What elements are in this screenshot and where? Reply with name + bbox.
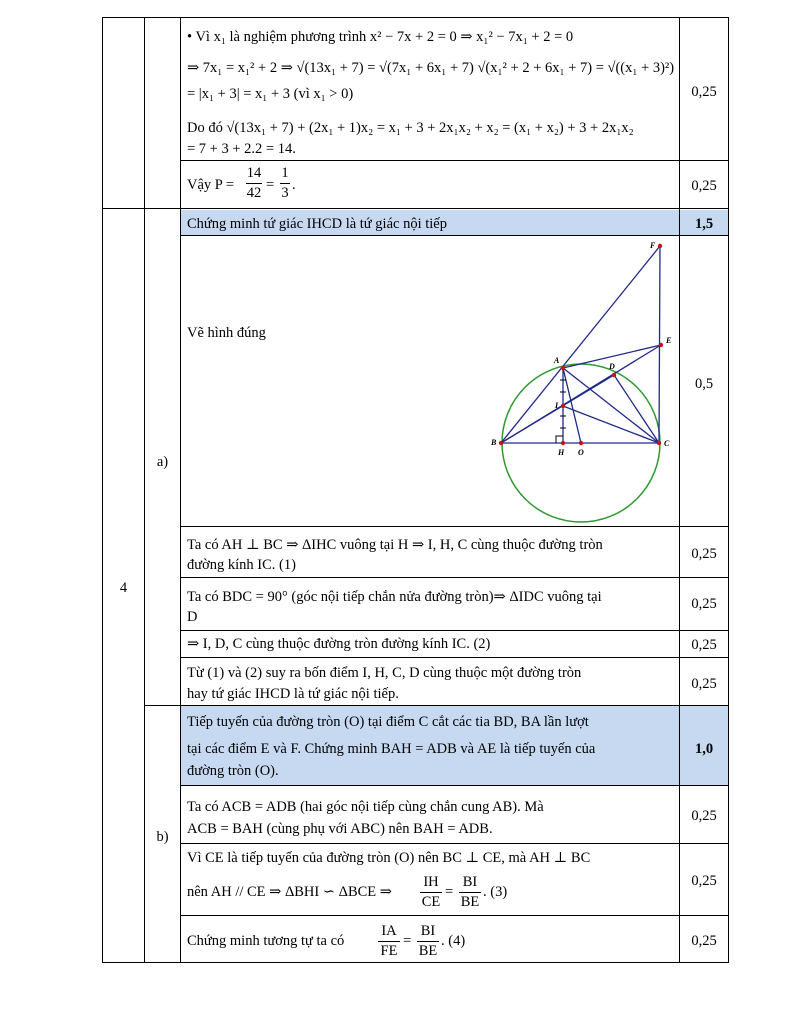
part-b-row-2-line-1: Vì CE là tiếp tuyến của đường tròn (O) nên BC ⊥ CE, mà AH ⊥ BC xyxy=(187,850,591,866)
q3-line-5: = 7 + 3 + 2.2 = 14. xyxy=(187,141,296,157)
fraction-denominator: 42 xyxy=(246,185,262,201)
q3-line-3: = |x₁ + 3| = x₁ + 3 (vì x₁ > 0) xyxy=(187,86,354,102)
label-c: C xyxy=(664,439,670,448)
q3-score-1: 0,25 xyxy=(691,84,717,100)
fraction-denominator: BE xyxy=(460,894,480,910)
part-b-label: b) xyxy=(156,829,169,845)
segment-ac xyxy=(563,368,659,443)
equals-sign: = xyxy=(445,884,454,900)
fraction-numerator: 1 xyxy=(281,165,289,181)
label-o: O xyxy=(578,448,584,457)
q3-conclusion-prefix: Vậy P = xyxy=(187,177,235,193)
part-b-header-score: 1,0 xyxy=(694,741,714,757)
point-a xyxy=(561,366,565,370)
equals-sign: = xyxy=(266,177,275,193)
part-a-header-score: 1,5 xyxy=(694,216,714,232)
part-b-row-3-prefix: Chứng minh tương tự ta có xyxy=(187,933,345,949)
figure-score: 0,5 xyxy=(694,376,714,392)
part-a-row-3-score: 0,25 xyxy=(691,637,717,653)
figure-caption: Vẽ hình đúng xyxy=(187,325,266,341)
part-a-row-2-line-2: D xyxy=(187,609,198,625)
point-e xyxy=(659,343,663,347)
part-b-row-2-suffix: . (3) xyxy=(483,884,508,900)
question-number: 4 xyxy=(119,580,128,596)
fraction-denominator: 3 xyxy=(281,185,289,201)
part-a-row-1-line-2: đường kính IC. (1) xyxy=(187,557,296,573)
point-o xyxy=(579,441,583,445)
part-a-row-2-score: 0,25 xyxy=(691,596,717,612)
part-a-header: Chứng minh tứ giác IHCD là tứ giác nội tiếp xyxy=(187,216,447,232)
part-b-header-line-1: Tiếp tuyến của đường tròn (O) tại điểm C cắt các tia BD, BA lần lượt xyxy=(187,714,589,730)
segment-ic xyxy=(563,406,659,443)
period: . xyxy=(292,177,296,193)
fraction-numerator: BI xyxy=(420,923,436,939)
part-b-row-1-line-1: Ta có ACB = ADB (hai góc nội tiếp cùng chắn cung AB). Mà xyxy=(187,799,544,815)
point-i xyxy=(561,404,565,408)
fraction-bar xyxy=(459,892,481,893)
label-d: D xyxy=(609,362,615,371)
part-a-label: a) xyxy=(156,454,169,470)
label-i: I xyxy=(555,401,559,410)
point-c xyxy=(657,441,661,445)
part-b-row-2-prefix: nên AH // CE ⇒ ΔBHI ∽ ΔBCE ⇒ xyxy=(187,884,392,900)
part-b-row-3-score: 0,25 xyxy=(691,933,717,949)
segment-bf xyxy=(501,246,660,443)
point-b xyxy=(499,441,503,445)
fraction-bar xyxy=(420,892,442,893)
part-b-row-2-score: 0,25 xyxy=(691,873,717,889)
label-a: A xyxy=(554,356,560,365)
equals-sign: = xyxy=(403,933,412,949)
part-b-header-line-3: đường tròn (O). xyxy=(187,763,279,779)
part-a-row-4-line-1: Từ (1) và (2) suy ra bốn điểm I, H, C, D cùng thuộc một đường tròn xyxy=(187,665,582,681)
q3-line-2: ⇒ 7x₁ = x₁² + 2 ⇒ √(13x₁ + 7) = √(7x₁ + 6x₁ + 7) √(x₁² + 2 + 6x₁ + 7) = √((x₁ + 3)²) xyxy=(187,60,675,76)
part-a-row-1-line-1: Ta có AH ⊥ BC ⇒ ΔIHC vuông tại H ⇒ I, H, C cùng thuộc đường tròn xyxy=(187,537,603,553)
fraction-denominator: FE xyxy=(380,943,398,959)
point-h xyxy=(561,441,565,445)
label-f: F xyxy=(650,241,656,250)
point-d xyxy=(612,373,616,377)
fraction-denominator: CE xyxy=(421,894,441,910)
fraction-bar xyxy=(417,941,439,942)
fraction-numerator: BI xyxy=(462,874,478,890)
part-b-row-3-suffix: . (4) xyxy=(441,933,466,949)
part-a-row-4-line-2: hay tứ giác IHCD là tứ giác nội tiếp. xyxy=(187,686,399,702)
part-b-row-1-line-2: ACB = BAH (cùng phụ với ABC) nên BAH = ADB. xyxy=(187,821,493,837)
label-e: E xyxy=(666,336,672,345)
part-a-row-3-line-1: ⇒ I, D, C cùng thuộc đường tròn đường kính IC. (2) xyxy=(187,636,491,652)
label-h: H xyxy=(558,448,565,457)
part-b-row-1-score: 0,25 xyxy=(691,808,717,824)
part-a-row-4-score: 0,25 xyxy=(691,676,717,692)
fraction-numerator: 14 xyxy=(246,165,262,181)
fraction-numerator: IA xyxy=(381,923,397,939)
part-a-row-2-line-1: Ta có BDC = 90° (góc nội tiếp chắn nửa đường tròn)⇒ ΔIDC vuông tại xyxy=(187,589,602,605)
fraction-numerator: IH xyxy=(423,874,439,890)
q3-line-4: Do đó √(13x₁ + 7) + (2x₁ + 1)x₂ = x₁ + 3 + 2x₁x₂ + x₂ = (x₁ + x₂) + 3 + 2x₁x₂ xyxy=(187,120,634,136)
point-f xyxy=(658,244,662,248)
q3-score-2: 0,25 xyxy=(691,178,717,194)
q3-line-1: • Vì x₁ là nghiệm phương trình x² − 7x + 2 = 0 ⇒ x₁² − 7x₁ + 2 = 0 xyxy=(187,29,574,45)
fraction-bar xyxy=(378,941,400,942)
fraction-denominator: BE xyxy=(418,943,438,959)
label-b: B xyxy=(491,438,497,447)
part-b-header-line-2: tại các điểm E và F. Chứng minh BAH = ADB và AE là tiếp tuyến của xyxy=(187,741,596,757)
part-a-row-1-score: 0,25 xyxy=(691,546,717,562)
